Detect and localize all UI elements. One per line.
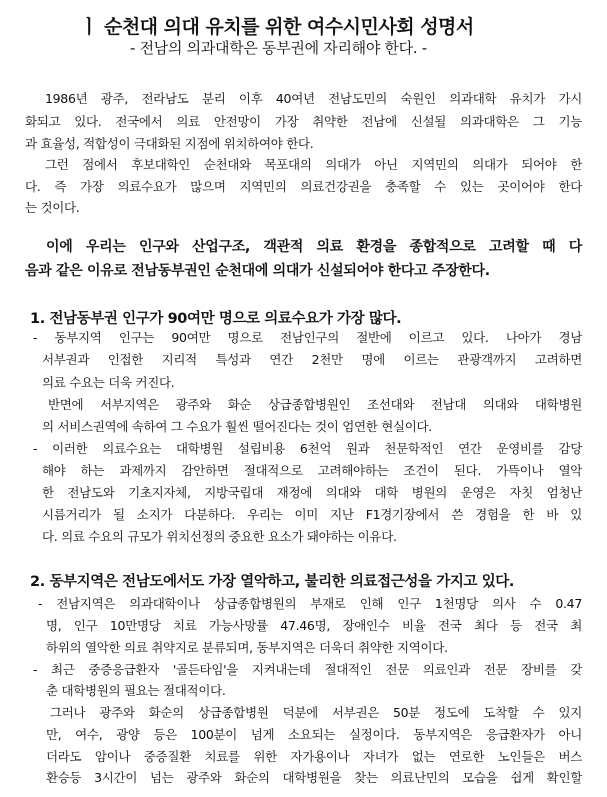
section-2-heading: 2. 동부지역은 전남도에서도 가장 열악하고, 불리한 의료접근성을 가지고 있다. [30, 574, 515, 590]
section-1-line: - 이러한 의료수요는 대학병원 설립비용 6천억 원과 천문학적인 연간 운영비를 감당 [33, 441, 582, 456]
section-1-line: 한 전남도와 기초지자체, 지방국립대 재정에 의대와 대학 병원의 운영은 자칫 엄청난 [42, 485, 582, 500]
section-1-line: - 동부지역 인구는 90여만 명으로 전남인구의 절반에 이르고 있다. 나아가 경남 [33, 330, 582, 345]
section-2-line: 춘 대학병원의 필요는 절대적이다. [46, 683, 226, 698]
section-1-line: 시름거리가 될 소지가 다분하다. 우리는 이미 지난 F1경기장에서 쓴 경험을 한 바 있 [42, 507, 582, 522]
section-2-line: 그러나 광주와 화순의 상급종합병원 덕분에 서부권은 50분 정도에 도착할 수 있지 [50, 705, 582, 720]
document-title: ㅣ 순천대 의대 유치를 위한 여수시민사회 성명서 [80, 16, 474, 38]
section-2-line: - 전남지역은 의과대학이나 상급종합병원의 부재로 인해 인구 1천명당 의사 수 0.47 [38, 596, 582, 611]
intro-line: 화되고 있다. 전국에서 의료 안전망이 가장 취약한 전남에 신설될 의과대학은 그 기능 [25, 114, 582, 129]
claim-line: 음과 같은 이유로 전남동부권인 순천대에 의대가 신설되어야 한다고 주장한다. [25, 263, 490, 279]
section-2-line: 명, 인구 10만명당 치료 가능사망률 47.46명, 장애인수 비율 전국 최다 등 전국 최 [46, 618, 582, 633]
section-1-line: 의 서비스권역에 속하여 그 수요가 훨씬 떨어진다는 것이 엄연한 현실이다. [42, 419, 432, 434]
section-2-line: 만, 여수, 광양 등은 100분이 넘게 소요되는 실정이다. 동부지역은 응급환자가 아니 [46, 727, 582, 742]
section-1-line: 해야 하는 과제까지 감안하면 절대적으로 고려해야하는 조건이 된다. 가뜩이나 열악 [42, 463, 582, 478]
intro-line: 1986년 광주, 전라남도 분리 이후 40여년 전남도민의 숙원인 의과대학 유치가 가시 [45, 91, 582, 106]
section-1-line: 반면에 서부지역은 광주와 화순 상급종합병원인 조선대와 전남대 의대와 대학병원 [48, 397, 582, 412]
section-2-line: 환승등 3시간이 넘는 광주와 화순의 대학병원을 찾는 의료난민의 모습을 쉽게 확인할 [46, 770, 582, 785]
section-2-line: 더라도 암이나 중증질환 치료를 위한 자가용이나 자녀가 없는 연로한 노인들은 버스 [46, 749, 582, 764]
section-1-line: 의료 수요는 더욱 커진다. [42, 375, 175, 390]
intro-line: 다. 즉 가장 의료수요가 많으며 지역민의 의료건강권을 충족할 수 있는 곳이어야 한다 [25, 179, 582, 194]
section-1-line: 다. 의료 수요의 규모가 위치선정의 중요한 요소가 돼야하는 이유다. [42, 529, 397, 544]
section-1-line: 서부권과 인접한 지리적 특성과 연간 2천만 명에 이르는 관광객까지 고려하면 [42, 352, 582, 367]
section-1-heading: 1. 전남동부권 인구가 90여만 명으로 의료수요가 가장 많다. [30, 311, 402, 327]
intro-line: 과 효율성, 적합성이 극대화된 지점에 위치하여야 한다. [25, 136, 314, 151]
section-2-line: 하위의 열악한 의료 취약지로 분류되며, 동부지역은 더욱더 취약한 지역이다. [46, 640, 448, 655]
document-subtitle: - 전남의 의과대학은 동부권에 자리해야 한다. - [130, 39, 427, 57]
claim-line: 이에 우리는 인구와 산업구조, 객관적 의료 환경을 종합적으로 고려할 때 다 [46, 239, 582, 255]
section-2-line: - 최근 중증응급환자 '골든타임'을 지켜내는데 절대적인 전문 의료인과 전문 장비를 갖 [33, 662, 582, 677]
intro-line: 는 것이다. [25, 200, 80, 215]
intro-line: 그런 점에서 후보대학인 순천대와 목포대의 의대가 아닌 지역민의 의대가 되어야 한 [45, 157, 582, 172]
